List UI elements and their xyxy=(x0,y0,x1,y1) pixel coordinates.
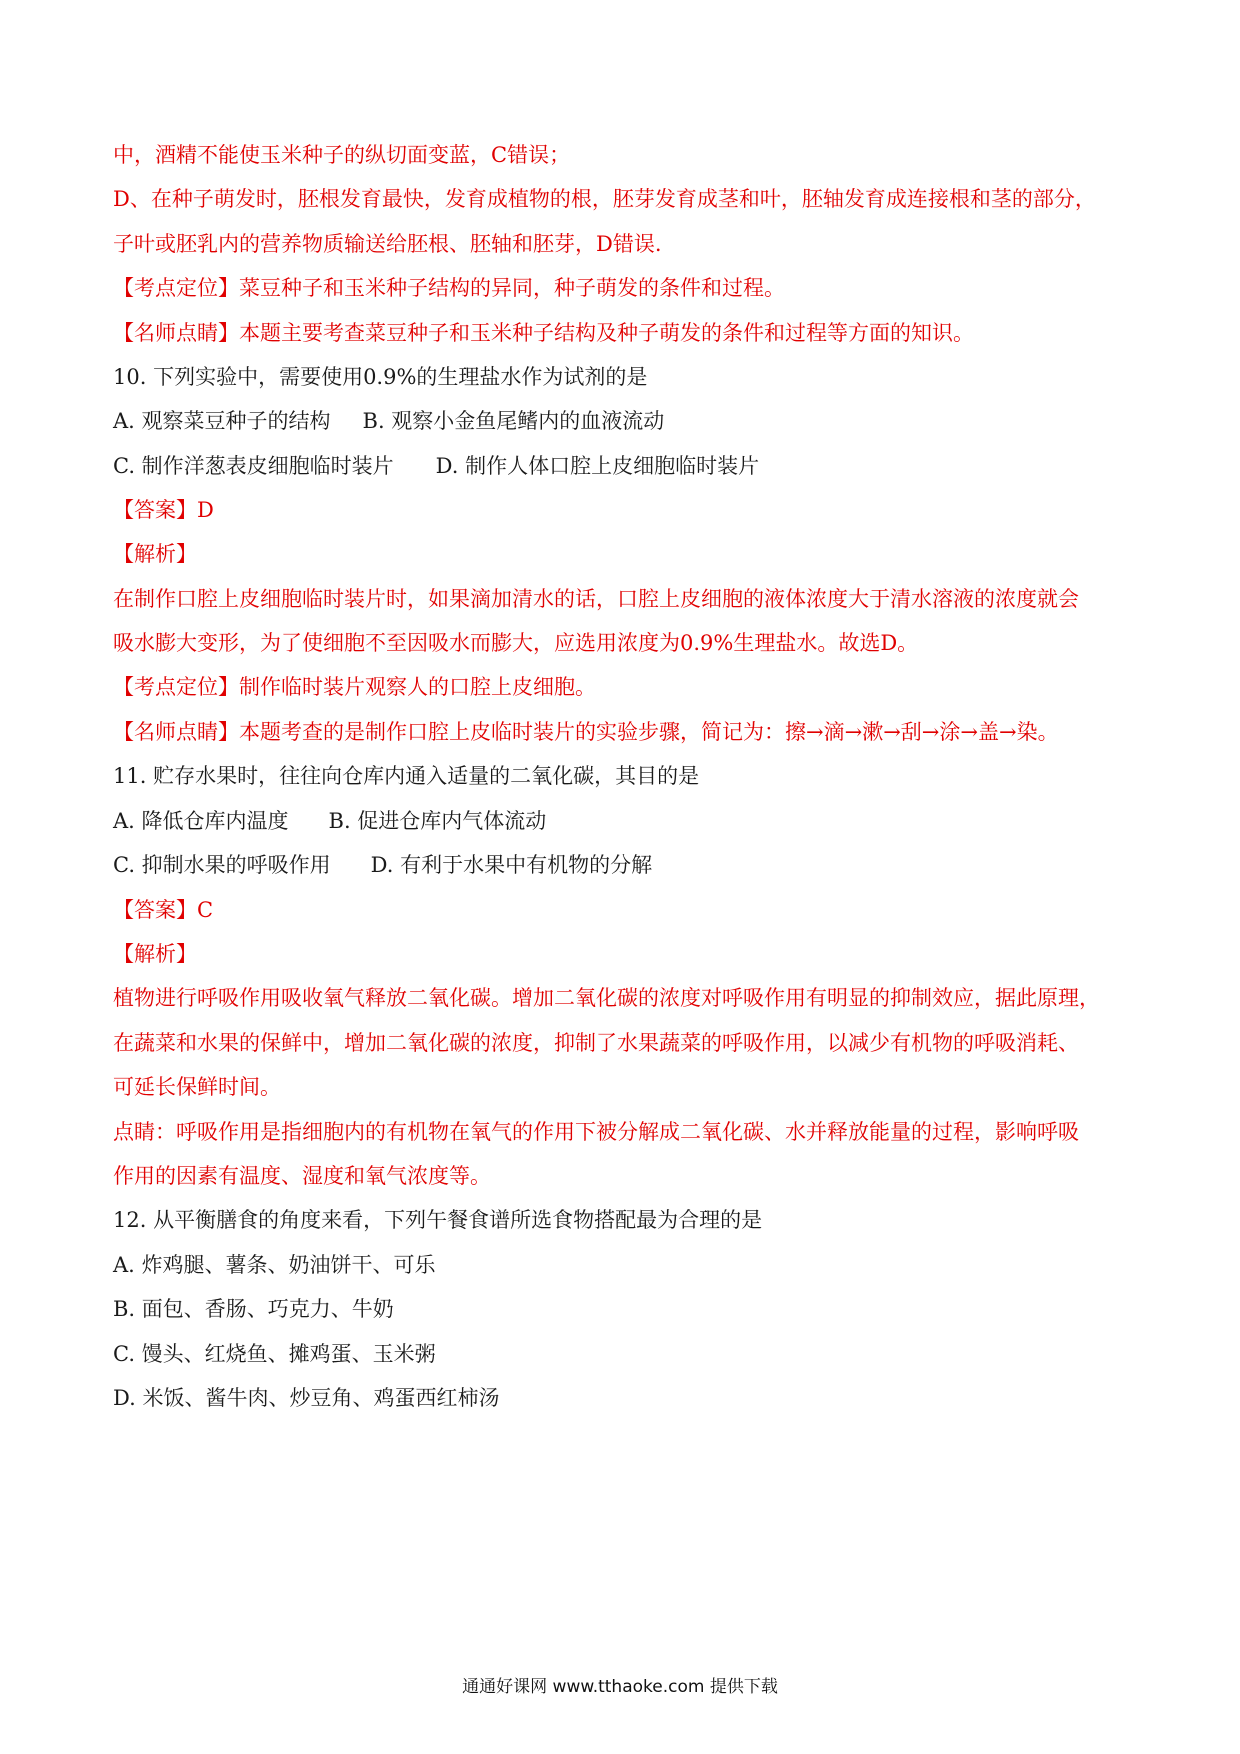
question-11-options-cd xyxy=(113,850,652,880)
question-10-options-cd xyxy=(113,451,759,481)
analysis-10-line2: 吸水膨大变形，为了使细胞不至因吸水而膨大，应选用浓度为0.9%生理盐水。故选D。 xyxy=(113,631,919,655)
option-b: B. 观察小金鱼尾鳍内的血液流动 xyxy=(362,409,665,433)
continued-text-d-line2: 子叶或胚乳内的营养物质输送给胚根、胚轴和胚芽，D错误. xyxy=(113,232,662,256)
question-12-stem: 12. 从平衡膳食的角度来看，下列午餐食谱所选食物搭配最为合理的是 xyxy=(113,1208,763,1232)
continued-text-d-line1: D、在种子萌发时，胚根发育最快，发育成植物的根，胚芽发育成茎和叶，胚轴发育成连接根和茎的部分， xyxy=(113,187,1096,211)
question-10-stem: 10. 下列实验中，需要使用0.9%的生理盐水作为试剂的是 xyxy=(113,365,648,389)
note-11-line2: 作用的因素有温度、湿度和氧气浓度等。 xyxy=(113,1164,491,1188)
note-11-line1: 点睛：呼吸作用是指细胞内的有机物在氧气的作用下被分解成二氧化碳、水并释放能量的过程，影响呼吸 xyxy=(113,1120,1079,1144)
option-c: C. 制作洋葱表皮细胞临时装片 xyxy=(113,454,394,478)
option-b: B. 促进仓库内气体流动 xyxy=(328,809,547,833)
analysis-10-line1: 在制作口腔上皮细胞临时装片时，如果滴加清水的话，口腔上皮细胞的液体浓度大于清水溶液的浓度就会 xyxy=(113,587,1079,611)
question-11-stem: 11. 贮存水果时，往往向仓库内通入适量的二氧化碳，其目的是 xyxy=(113,764,700,788)
page-footer: 通通好课网 www.tthaoke.com 提供下载 xyxy=(462,1677,778,1697)
dianjing-10: 【名师点睛】本题考查的是制作口腔上皮临时装片的实验步骤，简记为：擦→滴→漱→刮→涂→盖→染。 xyxy=(113,720,1059,744)
analysis-11-line2: 在蔬菜和水果的保鲜中，增加二氧化碳的浓度，抑制了水果蔬菜的呼吸作用，以减少有机物的呼吸消耗、 xyxy=(113,1031,1079,1055)
analysis-11-line1: 植物进行呼吸作用吸收氧气释放二氧化碳。增加二氧化碳的浓度对呼吸作用有明显的抑制效应，据此原理， xyxy=(113,986,1100,1010)
question-12-option-c: C. 馒头、红烧鱼、摊鸡蛋、玉米粥 xyxy=(113,1342,436,1366)
continued-text-c: 中，酒精不能使玉米种子的纵切面变蓝，C错误； xyxy=(113,143,571,167)
option-c: C. 抑制水果的呼吸作用 xyxy=(113,853,331,877)
dianjing-9: 【名师点睛】本题主要考查菜豆种子和玉米种子结构及种子萌发的条件和过程等方面的知识。 xyxy=(113,321,974,345)
option-d: D. 有利于水果中有机物的分解 xyxy=(370,853,653,877)
question-11-options-ab xyxy=(113,806,546,836)
kaodian-9: 【考点定位】菜豆种子和玉米种子结构的异同，种子萌发的条件和过程。 xyxy=(113,276,785,300)
kaodian-10: 【考点定位】制作临时装片观察人的口腔上皮细胞。 xyxy=(113,675,596,699)
analysis-label-10: 【解析】 xyxy=(113,542,197,566)
question-12-option-d: D. 米饭、酱牛肉、炒豆角、鸡蛋西红柿汤 xyxy=(113,1386,500,1410)
analysis-11-line3: 可延长保鲜时间。 xyxy=(113,1075,281,1099)
answer-10: 【答案】D xyxy=(113,498,214,522)
question-10-options-ab xyxy=(113,406,664,436)
option-a: A. 观察菜豆种子的结构 xyxy=(113,409,331,433)
analysis-label-11: 【解析】 xyxy=(113,942,197,966)
option-d: D. 制作人体口腔上皮细胞临时装片 xyxy=(435,454,760,478)
question-12-option-a: A. 炸鸡腿、薯条、奶油饼干、可乐 xyxy=(113,1253,436,1277)
answer-11: 【答案】C xyxy=(113,898,214,922)
option-a: A. 降低仓库内温度 xyxy=(113,809,289,833)
question-12-option-b: B. 面包、香肠、巧克力、牛奶 xyxy=(113,1297,394,1321)
